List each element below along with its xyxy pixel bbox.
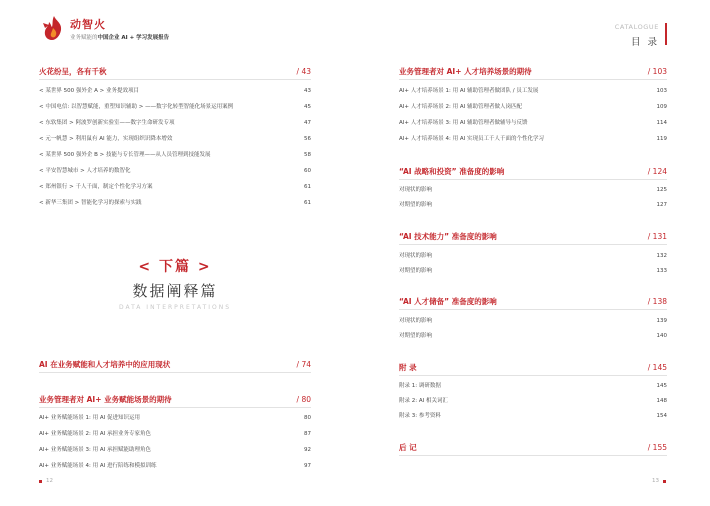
section-page: / 131 xyxy=(647,232,667,241)
toc-section-heading[interactable] xyxy=(399,442,667,453)
toc-item[interactable] xyxy=(39,445,311,453)
toc-item-page: 60 xyxy=(304,168,311,174)
toc-item-page: 80 xyxy=(304,415,311,421)
toc-section-heading[interactable] xyxy=(399,231,667,242)
toc-item[interactable] xyxy=(39,166,311,174)
toc-item[interactable] xyxy=(399,266,667,274)
toc-item-page: 56 xyxy=(304,136,311,142)
toc-section-heading[interactable] xyxy=(399,66,667,77)
toc-item-text: < 中国电信: 以智慧赋能，重塑知识辅助 > ——数字化转型智能化场景运用案例 xyxy=(39,104,234,110)
toc-item[interactable] xyxy=(399,200,667,208)
toc-item-page: 109 xyxy=(656,104,667,110)
toc-item-page: 125 xyxy=(656,187,667,193)
toc-section-heading[interactable] xyxy=(399,296,667,307)
brand-title: 动智火 xyxy=(70,18,106,31)
toc-item[interactable] xyxy=(39,429,311,437)
toc-item-text: AI+ 人才培养场景 4: 用 AI 实现员工千人千面的个性化学习 xyxy=(399,136,544,142)
toc-item[interactable] xyxy=(39,118,311,126)
toc-item-page: 148 xyxy=(656,398,667,404)
toc-item[interactable] xyxy=(399,134,667,142)
toc-item[interactable] xyxy=(39,102,311,110)
toc-item[interactable] xyxy=(399,118,667,126)
toc-section-heading[interactable] xyxy=(399,166,667,177)
section-title: 业务管理者对 AI+ 业务赋能场景的期待 xyxy=(39,395,172,404)
toc-item-text: AI+ 人才培养场景 1: 用 AI 辅助管理者做团队 / 员工发展 xyxy=(399,88,539,94)
toc-item-page: 114 xyxy=(656,120,667,126)
toc-item[interactable] xyxy=(399,411,667,419)
toc-item[interactable] xyxy=(39,150,311,158)
flame-logo-icon xyxy=(40,14,68,42)
toc-item-text: < 某世界 500 强外企 A > 业务提效项目 xyxy=(39,88,139,94)
section-page: / 103 xyxy=(647,67,667,76)
section-title: “AI 技术能力” 准备度的影响 xyxy=(399,232,497,241)
toc-item-text: AI+ 业务赋能场景 4: 用 AI 进行陪练和模拟训练 xyxy=(39,463,157,469)
section-title: “AI 战略和投资” 准备度的影响 xyxy=(399,167,505,176)
toc-item-text: < 某世界 500 强外企 B > 技能与专长管理——从人员管理到技能发展 xyxy=(39,152,211,158)
toc-item-text: 对期望的影响 xyxy=(399,268,433,274)
part-title: < 下篇 > xyxy=(138,259,212,275)
section-divider xyxy=(399,309,667,310)
toc-item-text: 对现状的影响 xyxy=(399,318,433,324)
toc-item-text: < 元一帆慧 > 利用鼠有 AI 能力，实现组织识降本增效 xyxy=(39,136,173,142)
toc-item-page: 61 xyxy=(304,200,311,206)
toc-item-text: 对现状的影响 xyxy=(399,187,433,193)
section-title: 业务管理者对 AI+ 人才培养场景的期待 xyxy=(399,67,532,76)
section-page: / 80 xyxy=(296,395,311,404)
section-divider xyxy=(39,79,311,80)
section-page: / 74 xyxy=(296,360,311,369)
toc-item-page: 45 xyxy=(304,104,311,110)
section-divider xyxy=(399,79,667,80)
toc-item-page: 132 xyxy=(656,253,667,259)
toc-item-text: 对期望的影响 xyxy=(399,202,433,208)
toc-item[interactable] xyxy=(399,185,667,193)
section-page: / 124 xyxy=(647,167,667,176)
toc-item-page: 43 xyxy=(304,88,311,94)
report-subtitle xyxy=(70,33,169,41)
toc-item[interactable] xyxy=(39,413,311,421)
toc-item-page: 92 xyxy=(304,447,311,453)
page-number-right: 13 xyxy=(652,478,659,484)
section-title: 后 记 xyxy=(399,443,417,452)
toc-section-heading[interactable] xyxy=(39,394,311,405)
toc-item-text: 对期望的影响 xyxy=(399,333,433,339)
section-title: 附 录 xyxy=(399,363,417,372)
toc-item-text: 附录 1: 调研数据 xyxy=(399,383,441,389)
toc-item[interactable] xyxy=(399,331,667,339)
toc-item-text: AI+ 人才培养场景 3: 用 AI 辅助管理者做辅导与反馈 xyxy=(399,120,528,126)
part-title-cn: 数据阐释篇 xyxy=(132,282,218,300)
toc-section-heading[interactable] xyxy=(39,66,311,77)
section-divider xyxy=(399,244,667,245)
section-divider xyxy=(39,372,311,373)
catalogue-en: CATALOGUE xyxy=(614,23,659,31)
toc-item-page: 139 xyxy=(656,318,667,324)
toc-item-page: 103 xyxy=(656,88,667,94)
section-divider xyxy=(399,179,667,180)
toc-item[interactable] xyxy=(39,134,311,142)
toc-item[interactable] xyxy=(39,182,311,190)
toc-item-text: < 新华三集团 > 智能化学习的探索与实践 xyxy=(39,200,142,206)
toc-item-page: 127 xyxy=(656,202,667,208)
catalogue-accent-bar xyxy=(665,23,667,45)
footer-square-icon xyxy=(39,480,42,483)
section-page: / 155 xyxy=(647,443,667,452)
toc-item-page: 154 xyxy=(656,413,667,419)
section-page: / 43 xyxy=(296,67,311,76)
toc-item-page: 140 xyxy=(656,333,667,339)
toc-item-text: 附录 2: AI 相关词汇 xyxy=(399,398,448,404)
section-title: “AI 人才储备” 准备度的影响 xyxy=(399,297,497,306)
toc-item-text: AI+ 人才培养场景 2: 用 AI 辅助管理者做人岗匹配 xyxy=(399,104,522,110)
section-divider xyxy=(399,455,667,456)
toc-item-text: AI+ 业务赋能场景 3: 用 AI 承担赋能助理角色 xyxy=(39,447,151,453)
toc-item[interactable] xyxy=(39,461,311,469)
footer-right xyxy=(652,478,666,484)
section-divider xyxy=(39,407,311,408)
page-number-left: 12 xyxy=(46,478,53,484)
toc-item-page: 97 xyxy=(304,463,311,469)
toc-item-page: 119 xyxy=(656,136,667,142)
toc-item-text: 附录 3: 参考资料 xyxy=(399,413,441,419)
toc-item-text: AI+ 业务赋能场景 1: 用 AI 促进知识运用 xyxy=(39,415,140,421)
toc-item-page: 87 xyxy=(304,431,311,437)
toc-item[interactable] xyxy=(399,396,667,404)
section-page: / 145 xyxy=(647,363,667,372)
toc-item[interactable] xyxy=(399,86,667,94)
toc-item-page: 58 xyxy=(304,152,311,158)
toc-item-text: < 郑州银行 > 千人千面，制定个性化学习方案 xyxy=(39,184,153,190)
toc-item-text: < 东软集团 > 阿波罗创新实验室——数字生命研发专项 xyxy=(39,120,175,126)
toc-item-page: 47 xyxy=(304,120,311,126)
toc-item[interactable] xyxy=(399,251,667,259)
toc-item[interactable] xyxy=(39,198,311,206)
toc-section-heading[interactable] xyxy=(399,362,667,373)
toc-item[interactable] xyxy=(399,381,667,389)
toc-item-text: AI+ 业务赋能场景 2: 用 AI 承担业务专家角色 xyxy=(39,431,151,437)
footer-left xyxy=(39,478,53,484)
section-divider xyxy=(399,375,667,376)
toc-item[interactable] xyxy=(399,316,667,324)
toc-section-heading[interactable] xyxy=(39,359,311,370)
part-title-en: DATA INTERPRETATIONS xyxy=(118,304,232,311)
catalogue-cn: 目 录 xyxy=(630,37,659,48)
footer-square-icon xyxy=(663,480,666,483)
report-subtitle-prefix: 业务赋能的 xyxy=(70,35,98,41)
toc-item[interactable] xyxy=(39,86,311,94)
toc-item-page: 61 xyxy=(304,184,311,190)
section-title: AI 在业务赋能和人才培养中的应用现状 xyxy=(39,360,171,369)
report-subtitle-bold: 中国企业 AI + 学习发展报告 xyxy=(97,35,170,41)
section-title: 火花纷呈，各有千秋 xyxy=(39,67,107,76)
toc-item-page: 133 xyxy=(656,268,667,274)
toc-item-text: < 平安智慧城市 > 人才培养的数智化 xyxy=(39,168,131,174)
section-page: / 138 xyxy=(647,297,667,306)
toc-item-text: 对现状的影响 xyxy=(399,253,433,259)
toc-item-page: 145 xyxy=(656,383,667,389)
toc-item[interactable] xyxy=(399,102,667,110)
